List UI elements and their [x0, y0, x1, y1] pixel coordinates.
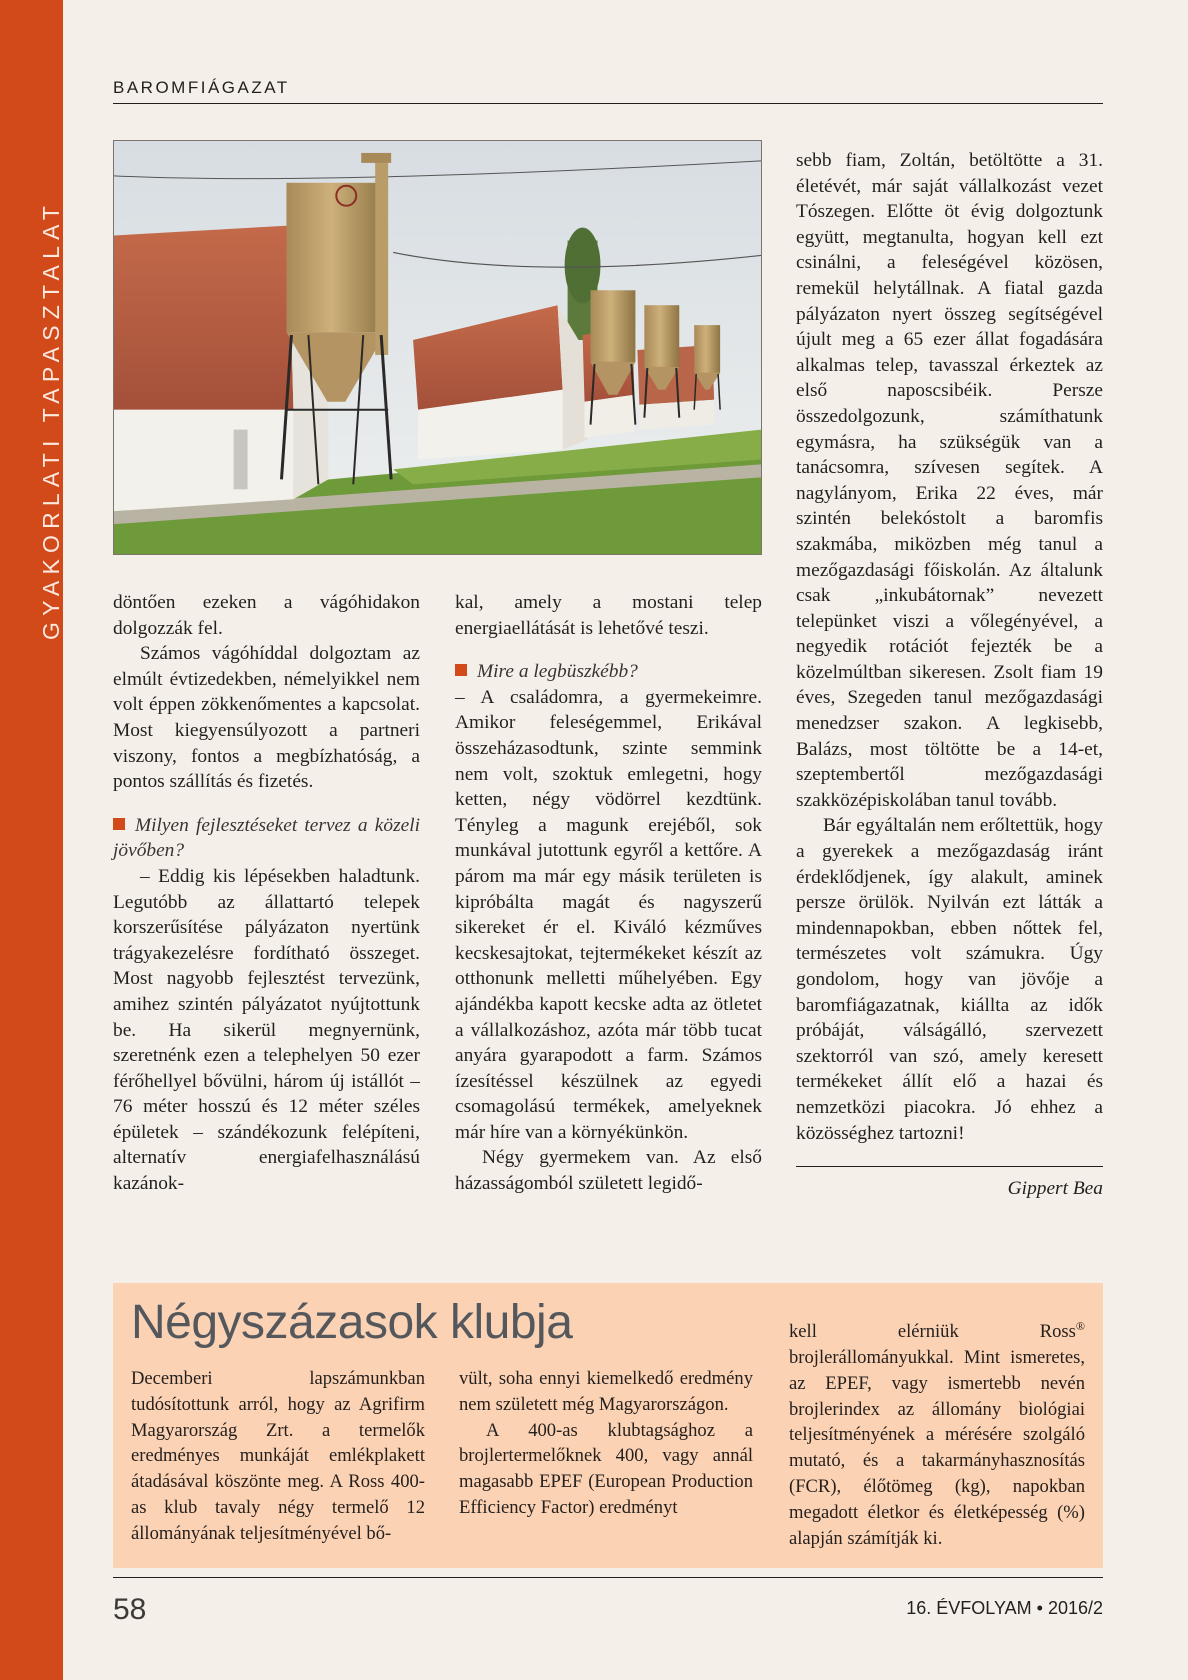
col2-paragraph-2: – A családomra, a gyermekeimre. Amikor feleségemmel, Erikával összeházasodtunk, szinte semmink nem volt, szoktuk emlegetni, hogy ketten, négy vödörrel kezdtünk. Tényleg a magunk erejéből, sok munkával jutottunk egyről a kettőre. A párom ma már egy másik területen is kipróbálta magát és nagyszerű sikereket ér el. Kiváló kézműves kecskesajtokat, tejtermékeket készít az otthonunk melletti műhelyében. Egy ajándékba kapott kecske adta az ötletet a vállalkozáshoz, azóta már több tucat anyára gyarapodott a farm. Számos ízesítéssel készülnek az egyedi csomagolású termékek, amelyeknek már híre van a környékünkön.: [455, 686, 762, 1143]
header-rule: [113, 103, 1103, 104]
question-2: [455, 659, 762, 685]
author-rule: [796, 1166, 1103, 1167]
box-col3-text: [789, 1314, 1085, 1551]
question-2-text: Mire a legbüszkébb?: [477, 661, 638, 683]
footer-rule: [113, 1577, 1103, 1578]
farm-photo: [113, 140, 762, 555]
column-1: [113, 590, 420, 1197]
question-1: [113, 813, 420, 864]
col1-paragraph-2: Számos vágóhíddal dolgoztam az elmúlt évtizedekben, némelyikkel nem volt éppen zökkenőmentes a kapcsolat. Most kiegyensúlyozott a partneri viszony, fontos a megbízhatóság, a pontos szállítás és fizetés.: [113, 643, 420, 793]
box-col3-text-pre: kell elérniük Ross: [789, 1321, 1076, 1343]
col2-paragraph-1: kal, amely a mostani telep energiaellátását is lehetővé teszi.: [455, 592, 762, 639]
question-1-text: Milyen fejlesztéseket tervez a közeli jövőben?: [113, 814, 420, 862]
box-col1-text: Decemberi lapszámunkban tudósítottunk arról, hogy az Agrifirm Magyarország Zrt. a termelők eredményes munkáját emlékplakett átadásával köszönte meg. A Ross 400-as klub tavaly négy termelő 12 állományának teljesítményével bő-: [131, 1368, 425, 1544]
box-column-1: [131, 1366, 425, 1547]
issue-label: 16. ÉVFOLYAM • 2016/2: [906, 1598, 1103, 1618]
box-col2-text-b: A 400-as klubtagsághoz a brojlertermelőknek 400, vagy annál magasabb EPEF (European Production Efficiency Factor) eredményt: [459, 1419, 753, 1518]
section-label: BAROMFIÁGAZAT: [113, 78, 290, 97]
box-title: Négyszázasok klubja: [131, 1296, 573, 1349]
question-marker-icon: [113, 818, 125, 830]
box-column-2: [459, 1366, 753, 1521]
column-2: [455, 590, 762, 1197]
registered-mark: ®: [1075, 1319, 1085, 1333]
col3-paragraph-1: sebb fiam, Zoltán, betöltötte a 31. életévét, már saját vállalkozást vezet Tószegen. Előtte öt évig dolgoztunk együtt, megtanulta, hogyan kell ezt csinálni, a feleségével közösen, remekül helytállnak. A fiatal gazda pályázaton nyert összeg segítségével újult meg a 65 ezer állat fogadására alkalmas telep, tavasszal érkeztek az első naposcsibéik. Persze összedolgozunk, számíthatunk egymásra, ha szükségük van a tanácsomra, szívesen segítek. A nagylányom, Erika 22 éves, már szintén belekóstolt a baromfis szakmába, miközben még tanul a mezőgazdasági főiskolán. Az általunk csak „inkubátornak” nevezett telepünket viszi a vőlegényével, a negyedik rotációt fejezték be a közelmúltban sikeresen. Zsolt fiam 19 éves, Szegeden tanul mezőgazdasági menedzser szakon. A legkisebb, Balázs, most töltötte be a 14-et, szeptembertől mezőgazdasági szakközépiskolában tanul tovább.: [796, 150, 1103, 811]
author-byline: Gippert Bea: [1007, 1178, 1103, 1200]
question-marker-icon: [455, 664, 467, 676]
col3-paragraph-2: Bár egyáltalán nem erőltettük, hogy a gyerekek a mezőgazdaság iránt érdeklődjenek, így alakult, aminek persze örülök. Nyilván ezt látták a mindennapokban, ebben nőttek fel, természetes volt számukra. Úgy gondolom, hogy van jövője a baromfiágazatnak, kiállta az idők próbáját, válságálló, szervezett szektorról van szó, amely keresett termékeket állít elő a hazai és nemzetközi piacokra. Jó ehhez a közösséghez tartozni!: [796, 815, 1103, 1144]
side-band: [0, 0, 63, 1680]
box-col2-text-a: vült, soha ennyi kiemelkedő eredmény nem született még Magyarországon.: [459, 1368, 753, 1415]
col2-paragraph-3: Négy gyermekem van. Az első házasságomból született legidő-: [455, 1147, 762, 1195]
side-label: GYAKORLATI TAPASZTALAT: [38, 199, 64, 640]
column-3: [796, 148, 1103, 1202]
box-col3-text-post: brojlerállományukkal. Mint ismeretes, az EPEF, vagy ismertebb nevén brojlerindex az állomány biológiai teljesítményének a mérésére szolgáló mutató, és a takarmányhasznosítás (FCR), élőtömeg (kg), napokban megadott életkor és életképesség (%) alapján számítják ki.: [789, 1346, 1085, 1549]
box-column-3: [789, 1314, 1085, 1551]
col1-paragraph-1: döntően ezeken a vágóhidakon dolgozzák fel.: [113, 592, 420, 639]
club-info-box: [113, 1283, 1103, 1568]
col1-paragraph-3: – Eddig kis lépésekben haladtunk. Legutóbb az állattartó telepek korszerűsítése pályázaton nyertünk trágyakezelésre fordítható összeget. Most nagyobb fejlesztést tervezünk, amihez szintén pályázatot nyújtottunk be. Ha sikerül megnyernünk, szeretnénk ezen a telephelyen 50 ezer férőhellyel bővülni, három új istállót – 76 méter hosszú és 12 méter széles épületek – szándékozunk felépíteni, alternatív energiafelhasználású kazánok-: [113, 865, 420, 1195]
page-number: 58: [113, 1593, 147, 1626]
